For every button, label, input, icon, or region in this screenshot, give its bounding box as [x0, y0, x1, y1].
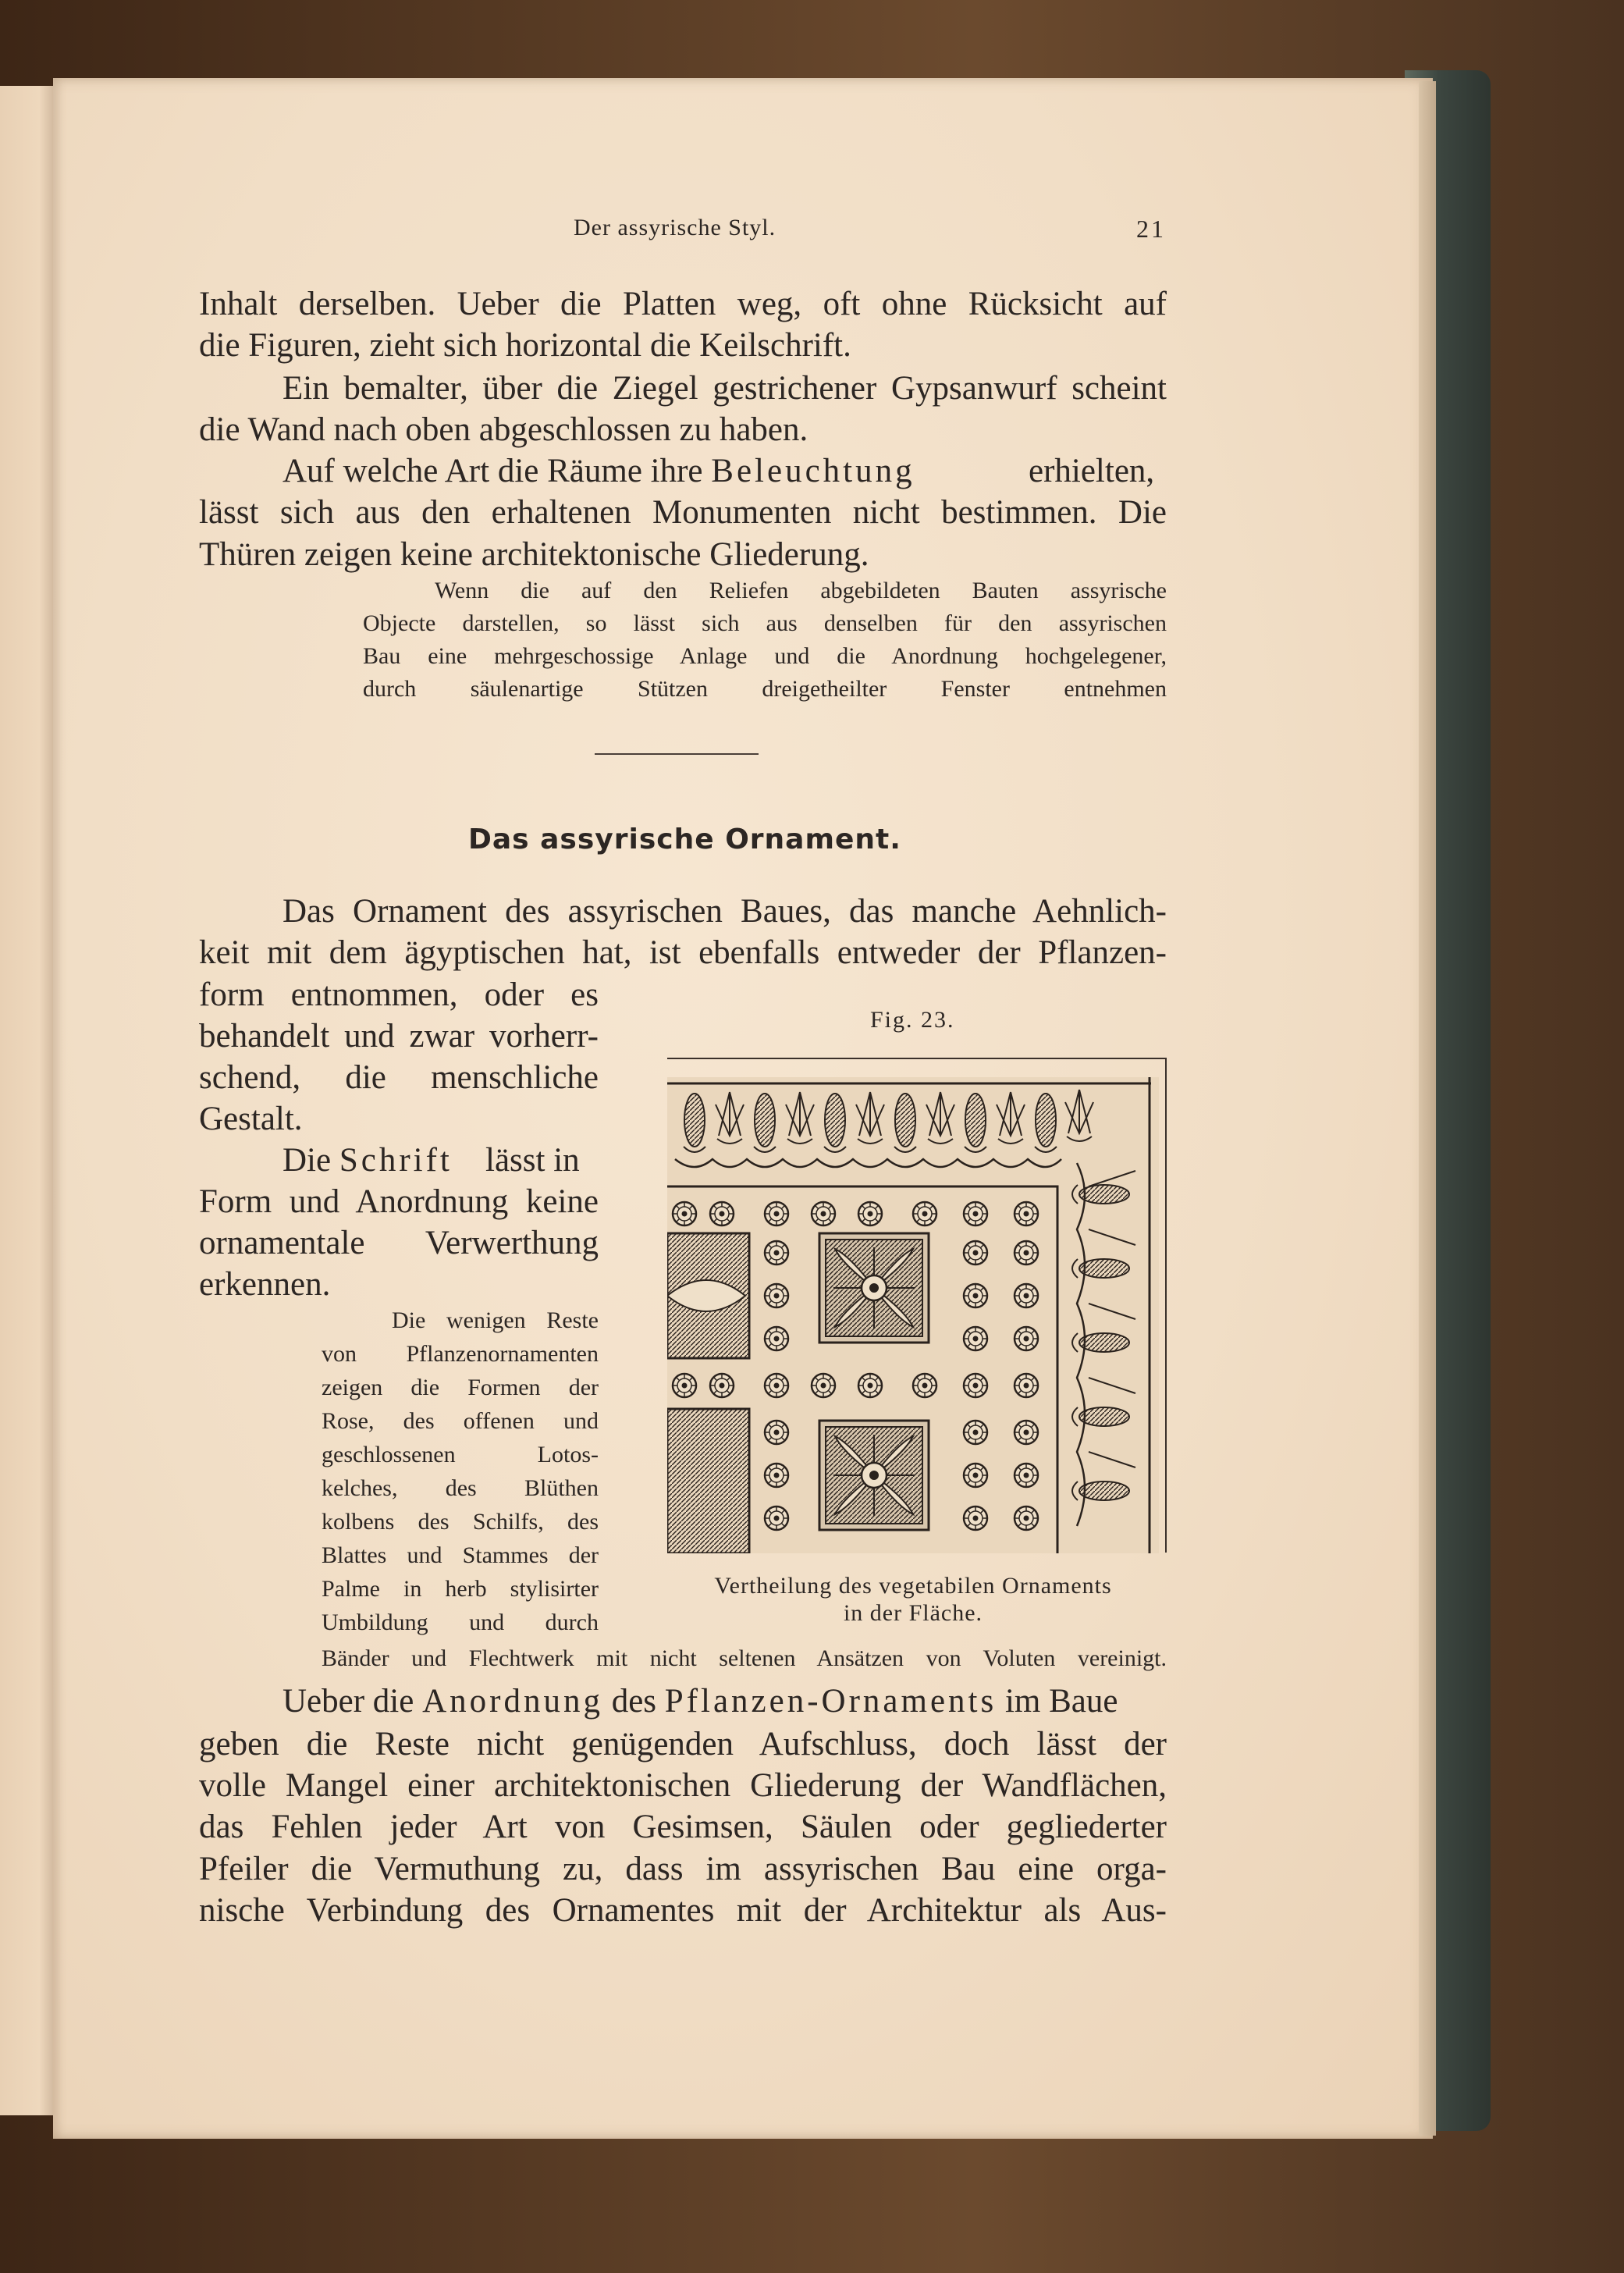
section-heading: Das assyrische Ornament. [468, 823, 901, 855]
emphasis-text: Schrift [339, 1142, 453, 1179]
body-line [283, 452, 915, 490]
note-line: Bänder und Flechtwerk mit nicht seltenen Ansätzen von Voluten vereinigt. [322, 1645, 1167, 1671]
emphasis-text: Pflanzen-Ornaments [664, 1683, 997, 1720]
figure-caption: Vertheilung des vegetabilen Ornaments [714, 1573, 1112, 1599]
body-text: Die [283, 1142, 332, 1179]
page-edge [1419, 81, 1436, 2136]
body-line: schend, die menschliche [199, 1059, 599, 1096]
note-line: geschlossenen Lotos- [322, 1442, 599, 1467]
body-line: volle Mangel einer architektonischen Gliederung der Wandflächen, [199, 1767, 1167, 1804]
running-head: Der assyrische Styl. [574, 215, 776, 240]
note-line: durch säulenartige Stützen dreigetheilter Fenster entnehmen [363, 676, 1167, 702]
body-line: Das Ornament des assyrischen Baues, das manche Aehnlich- [283, 893, 1167, 930]
body-line: die Figuren, zieht sich horizontal die Keilschrift. [199, 327, 851, 364]
body-line: Gestalt. [199, 1101, 303, 1137]
body-line: Form und Anordnung keine [199, 1183, 599, 1220]
note-line: Die wenigen Reste [392, 1307, 599, 1333]
body-line: keit mit dem ägyptischen hat, ist ebenfalls entweder der Pflanzen- [199, 934, 1167, 971]
body-text: im Baue [1004, 1683, 1118, 1720]
previous-page-edge [0, 86, 58, 2115]
body-line: behandelt und zwar vorherr- [199, 1018, 599, 1055]
note-line: kolbens des Schilfs, des [322, 1509, 599, 1535]
body-line: erhielten, [1029, 453, 1155, 489]
body-line: Ein bemalter, über die Ziegel gestrichener Gypsanwurf scheint [283, 370, 1167, 407]
note-line: Objecte darstellen, so lässt sich aus denselben für den assyrischen [363, 610, 1167, 636]
page-number: 21 [1136, 215, 1166, 243]
emphasis-text: Anordnung [422, 1683, 603, 1720]
body-line: erkennen. [199, 1266, 331, 1303]
body-text: des [611, 1683, 657, 1720]
body-line: ornamentale Verwerthung [199, 1225, 599, 1261]
body-line: Pfeiler die Vermuthung zu, dass im assyrischen Bau eine orga- [199, 1851, 1167, 1887]
note-line: zeigen die Formen der [322, 1375, 599, 1400]
ornament-engraving [667, 1077, 1159, 1553]
note-line: von Pflanzenornamenten [322, 1341, 599, 1367]
note-line: Umbildung und durch [322, 1610, 599, 1635]
body-line [283, 1141, 453, 1179]
emphasis-text: Beleuchtung [711, 453, 915, 489]
section-divider [595, 753, 759, 755]
note-line: Bau eine mehrgeschossige Anlage und die Anordnung hochgelegener, [363, 643, 1167, 669]
body-text: Ueber die [283, 1683, 414, 1720]
body-line: Inhalt derselben. Ueber die Platten weg, oft ohne Rücksicht auf [199, 286, 1167, 322]
body-line: das Fehlen jeder Art von Gesimsen, Säulen oder gegliederter [199, 1809, 1167, 1845]
body-line [283, 1682, 1118, 1720]
body-line: lässt in [485, 1142, 580, 1179]
note-line: Wenn die auf den Reliefen abgebildeten Bauten assyrische [435, 578, 1167, 603]
figure-label: Fig. 23. [870, 1007, 955, 1033]
body-line: Thüren zeigen keine architektonische Gliederung. [199, 536, 869, 573]
note-line: Blattes und Stammes der [322, 1542, 599, 1568]
body-line: die Wand nach oben abgeschlossen zu haben. [199, 411, 808, 448]
note-line: Palme in herb stylisirter [322, 1576, 599, 1602]
body-text: Auf welche Art die Räume ihre [283, 453, 703, 489]
figure-caption: in der Fläche. [843, 1600, 983, 1626]
body-line: nische Verbindung des Ornamentes mit der Architektur als Aus- [199, 1892, 1167, 1929]
body-line: form entnommen, oder es [199, 976, 599, 1013]
body-line: lässt sich aus den erhaltenen Monumenten nicht bestimmen. Die [199, 494, 1167, 531]
body-line: geben die Reste nicht genügenden Aufschluss, doch lässt der [199, 1726, 1167, 1763]
note-line: Rose, des offenen und [322, 1408, 599, 1434]
note-line: kelches, des Blüthen [322, 1475, 599, 1501]
